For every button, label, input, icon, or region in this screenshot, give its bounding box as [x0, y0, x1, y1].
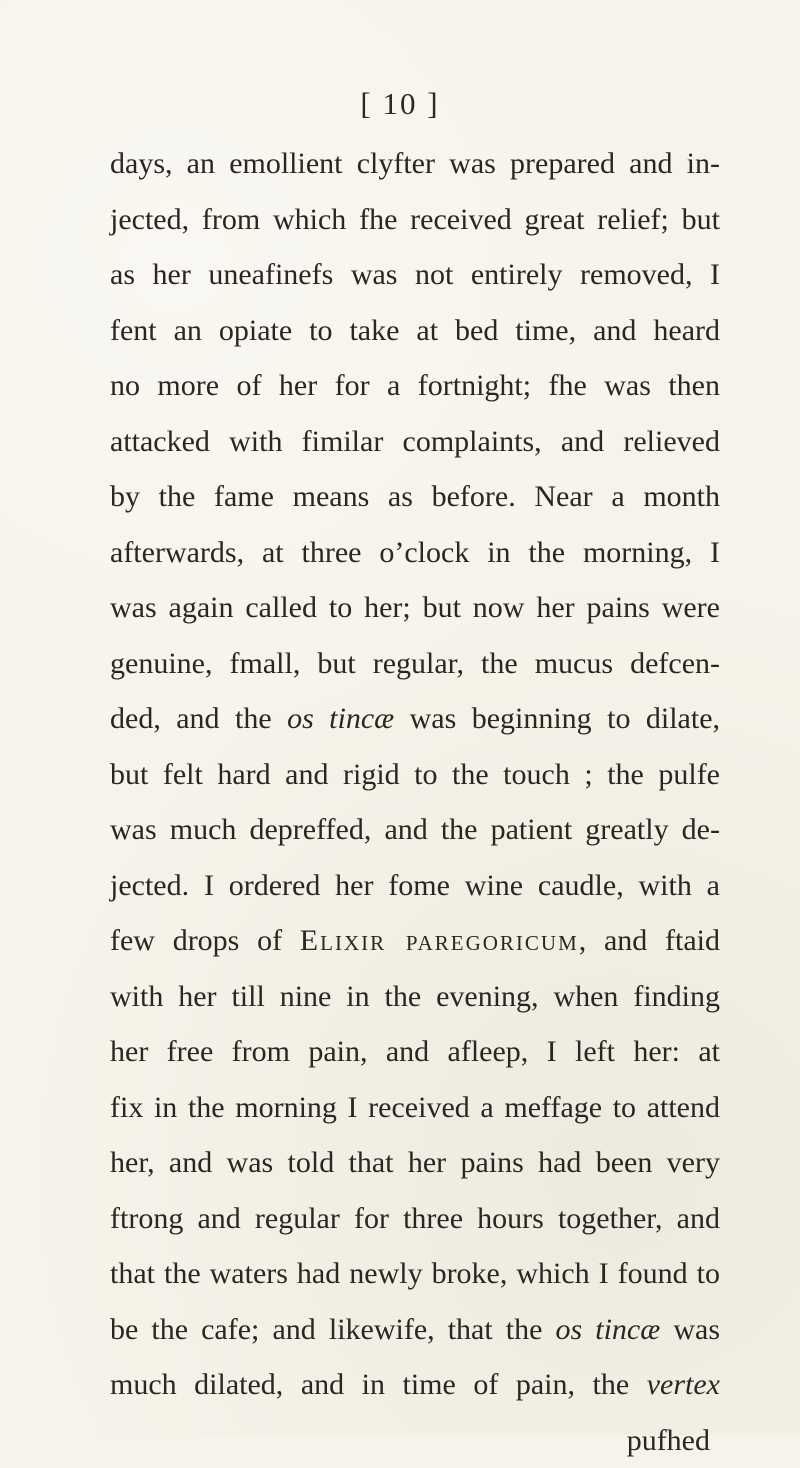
text-line-11 — [110, 691, 720, 747]
line-1-text: days, an emollient clyfter was prepared and in- — [110, 147, 720, 180]
line-16-text: with her till nine in the evening, when finding — [110, 980, 720, 1013]
line-12-text: but felt hard and rigid to the touch ; the pulfe — [110, 758, 720, 791]
line-8-text: afterwards, at three o’clock in the morning, I — [110, 536, 720, 569]
line-17-text: her free from pain, and afleep, I left her: at — [110, 1035, 720, 1068]
line-13-text: was much depreffed, and the patient greatly de- — [110, 813, 720, 846]
text-line-6 — [110, 414, 720, 470]
text-line-5 — [110, 358, 720, 414]
line-20-text: ftrong and regular for three hours together, and — [110, 1202, 720, 1235]
line-23-text-a: much dilated, and in time of pain, the — [110, 1368, 647, 1401]
line-18-text: fix in the morning I received a meffage to attend — [110, 1091, 720, 1124]
text-line-23 — [110, 1357, 720, 1413]
text-line-21 — [110, 1246, 720, 1302]
line-22-text-b: was — [660, 1313, 720, 1346]
text-line-22 — [110, 1302, 720, 1358]
vertex-term: vertex — [647, 1368, 720, 1401]
text-line-20 — [110, 1191, 720, 1247]
os-tincae-term-2: os tincæ — [556, 1313, 661, 1346]
line-15-text-a: few drops of — [110, 924, 300, 957]
line-5-text: no more of her for a fortnight; fhe was then — [110, 369, 720, 402]
elixir-paregoricum-term: Elixir paregoricum — [300, 924, 579, 957]
line-10-text: genuine, fmall, but regular, the mucus defcen- — [110, 647, 720, 680]
text-line-17 — [110, 1024, 720, 1080]
text-line-4 — [110, 303, 720, 359]
text-line-3 — [110, 247, 720, 303]
page-number: [ 10 ] — [0, 86, 800, 122]
line-19-text: her, and was told that her pains had been very — [110, 1146, 720, 1179]
text-line-18 — [110, 1080, 720, 1136]
text-line-8 — [110, 525, 720, 581]
line-4-text: fent an opiate to take at bed time, and heard — [110, 314, 720, 347]
line-2-text: jected, from which fhe received great relief; but — [110, 203, 720, 236]
line-11-text-b: was beginning to dilate, — [394, 702, 720, 735]
line-21-text: that the waters had newly broke, which I found to — [110, 1257, 720, 1290]
line-15-text-b: , and ftaid — [579, 924, 720, 957]
text-line-7 — [110, 469, 720, 525]
text-line-19 — [110, 1135, 720, 1191]
line-11-text-a: ded, and the — [110, 702, 287, 735]
text-line-1 — [110, 136, 720, 192]
text-line-12 — [110, 747, 720, 803]
line-22-text-a: be the cafe; and likewife, that the — [110, 1313, 556, 1346]
text-line-14 — [110, 858, 720, 914]
catchword: pufhed — [627, 1424, 710, 1457]
text-line-2 — [110, 192, 720, 248]
text-line-13 — [110, 802, 720, 858]
text-line-15 — [110, 913, 720, 969]
line-14-text: jected. I ordered her fome wine caudle, with a — [110, 869, 720, 902]
line-3-text: as her uneafinefs was not entirely removed, I — [110, 258, 720, 291]
line-7-text: by the fame means as before. Near a month — [110, 480, 720, 513]
text-line-16 — [110, 969, 720, 1025]
text-line-9 — [110, 580, 720, 636]
text-line-10 — [110, 636, 720, 692]
os-tincae-term-1: os tincæ — [287, 702, 394, 735]
body-text — [110, 136, 720, 1468]
catchword-line — [110, 1413, 720, 1468]
line-6-text: attacked with fimilar complaints, and relieved — [110, 425, 720, 458]
line-9-text: was again called to her; but now her pains were — [110, 591, 720, 624]
